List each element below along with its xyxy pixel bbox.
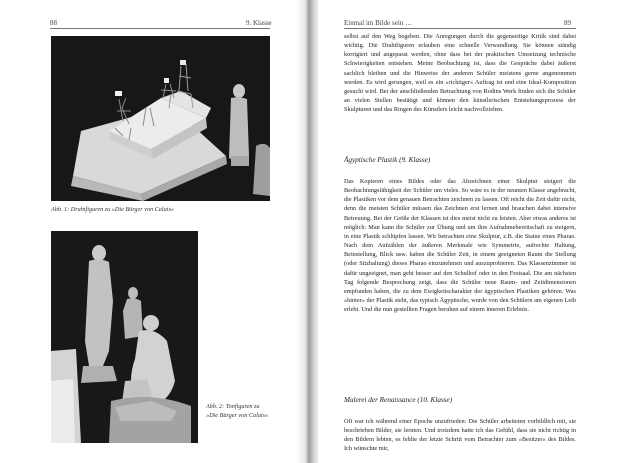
header-rule-right	[344, 28, 576, 29]
figure-1-photo	[51, 36, 270, 201]
clay-figures-image	[51, 231, 198, 443]
figure-2-caption: Abb. 2: Tonfiguren zu »Die Bürger von Calais«	[206, 403, 269, 419]
paragraph-1: selbst auf den Weg begeben. Die Anregungen durch die gegenseitige Kritik sind dabei wichtig. Die Drahtfiguren erlauben eine schnelle Verwandlung. Sie können ständig korrigiert und angepasst werden, ohne dass bei der praktischen Umsetzung technische Schwierigkeiten entstehen. Meine Beobachtung ist, dass die Gespräche dabei äußerst sachlich bleiben und die Hinweise der anderen Schüler meistens gerne angenommen werden. Es wird gerungen, weil es ein »richtiger« Auftrag ist und eine Ideal-Komposition gesucht wird. Bei der anschließenden Betrachtung von Rodins Werk finden sich die Schüler an vielen Stellen bestätigt und können den künstlerischen Entstehungsprozess der Skulpturen und das Ringen des Künstlers leicht nachvollziehen.	[344, 33, 576, 114]
figure-2-photo	[51, 231, 198, 443]
paragraph-2: Das Kopieren eines Bildes oder das Abzeichnen einer Skulptur steigert die Beobachtungsfähigkeit der Schüler um vieles. So wäre es in der neunten Klasse angebracht, die Plastiken vor dem genauen Betrachten zeichnen zu lassen. Oft reicht die Zeit dafür nicht, denn die meisten Schüler müssen das Zeichnen erst lernen und brauchen dabei intensive Betreuung. Bei der Größe der Klassen ist dies meist nicht zu leisten. Aber etwas anderes ist möglich: Man kann die Schüler zur Übung und um ihre Aufnahmebereitschaft zu steigern, in eine Plastik schlüpfen lassen. Wir betrachten eine Skulptur, z.B. die Statue eines Pharao. Nach dem Aufzählen der äußeren Merkmale wie Symmetrie, aufrechte Haltung, Beinstellung, Blick usw. haben die Schüler Zeit, in einem geeigneten Raum die Stellung (oder Sitzhaltung) dieses Pharao einzunehmen und auszuprobieren. Das Klassenzimmer ist dafür ungeeignet, man geht besser auf den Schulhof oder in den Festsaal. Die am nächsten Tag folgende Besprechung zeigt, dass die Schüler neue Raum- und Zeitdimensionen empfunden haben, die zu dem Ewigkeitscharakter der ägyptischen Plastiken gehören. Was »hinter« der Plastik steht, das typisch Ägyptische, wurde von den Schülern am eigenen Leib erlebt. Und die nun gestellten Fragen beruhen auf einem inneren Erlebnis.	[344, 178, 576, 314]
left-page	[0, 0, 300, 463]
section-heading-renaissance: Malerei der Renaissance (10. Klasse)	[344, 396, 453, 404]
header-rule-left	[50, 28, 270, 29]
page-number-right: 89	[564, 19, 571, 27]
section-heading-egyptian: Ägyptische Plastik (9. Klasse)	[344, 156, 431, 164]
page-number-left: 88	[50, 19, 57, 27]
running-head-right: Einmal im Bilde sein …	[344, 19, 413, 27]
running-head-left: 9. Klasse	[246, 19, 272, 27]
figure-1-caption: Abb. 1: Drahtfiguren zu »Die Bürger von Calais«	[51, 206, 174, 213]
paragraph-3: Oft war ich während einer Epoche unzufrieden: Die Schüler arbeiteten vorbildlich mit, sie beschrieben Bilder, sie lernten. Und trotzdem hatte ich das Gefühl, dass sie nicht richtig in den Bildern lebten, es fehlte der letzte Schritt vom Betrachter zum »Besitzer« des Bildes. Ich wünschte mir,	[344, 418, 576, 453]
wire-figures-image	[51, 36, 270, 201]
right-page	[318, 0, 622, 463]
